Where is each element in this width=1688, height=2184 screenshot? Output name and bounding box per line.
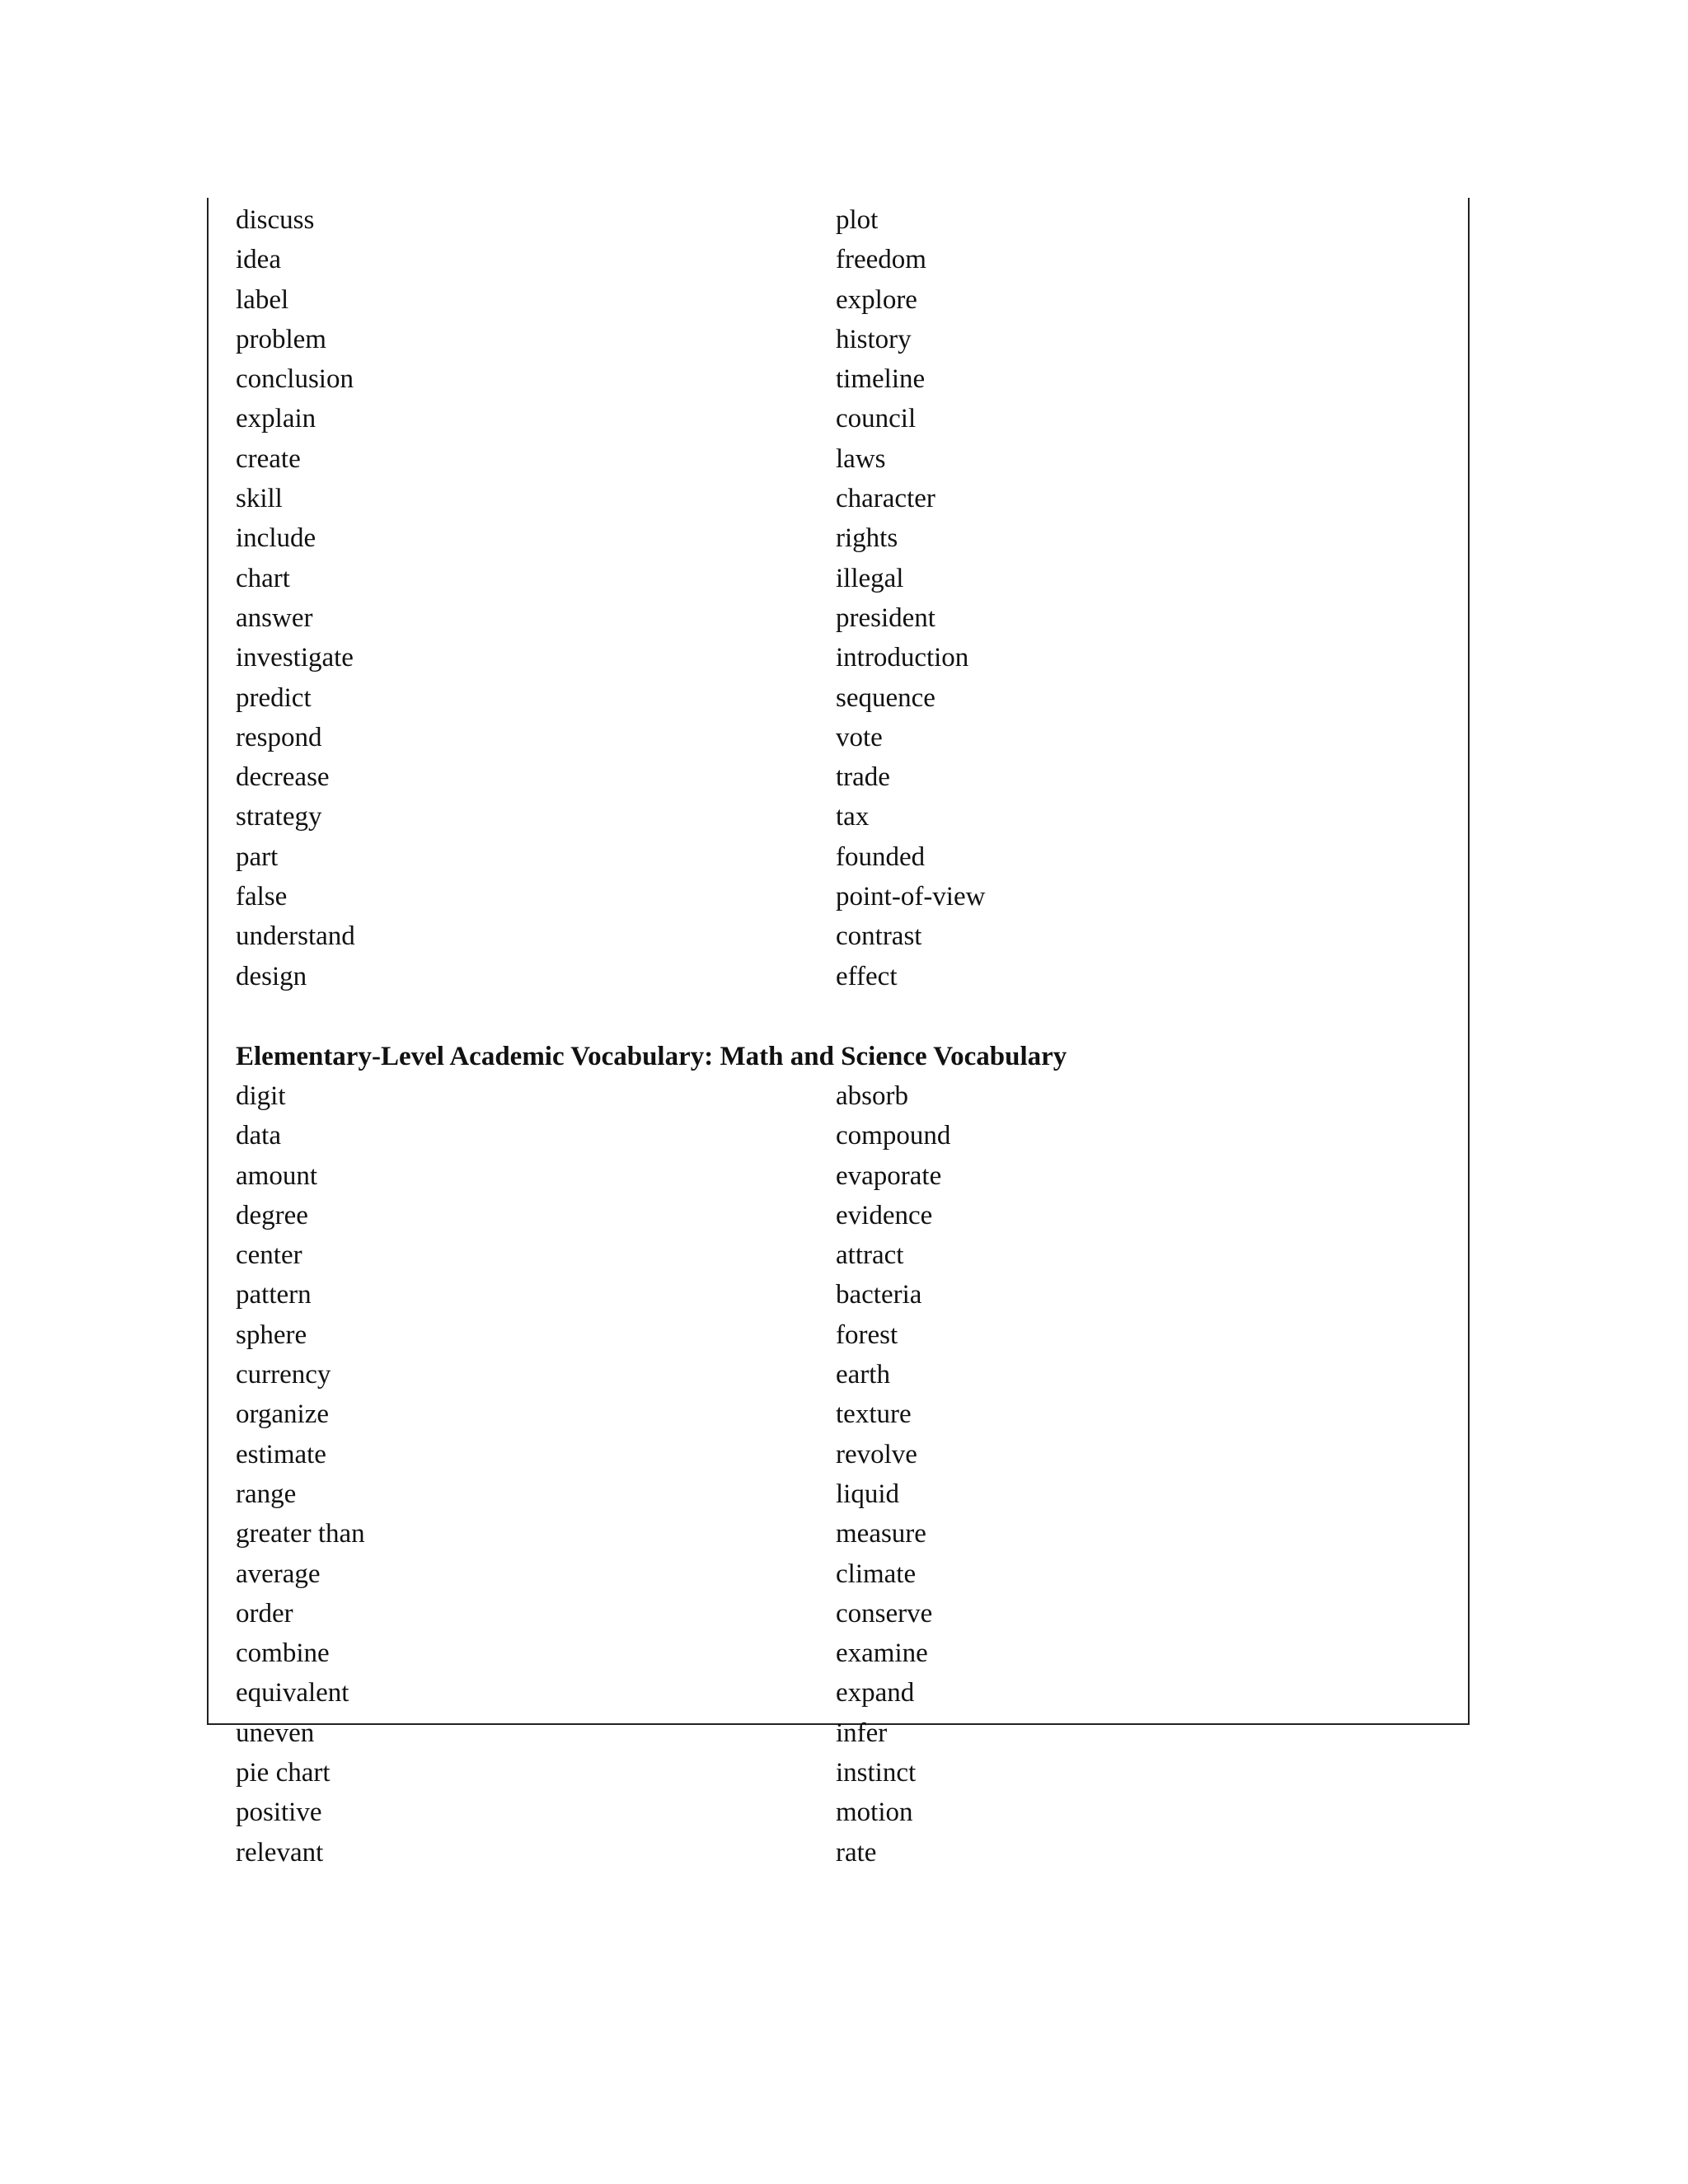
vocabulary-word: sequence (836, 682, 935, 713)
vocabulary-word: climate (836, 1558, 917, 1589)
word-column-right (836, 1076, 1413, 1872)
vocabulary-word: label (236, 284, 289, 315)
vocabulary-word: founded (836, 841, 926, 872)
vocabulary-word: freedom (836, 245, 926, 275)
vocabulary-word: range (236, 1479, 297, 1509)
vocabulary-word: currency (236, 1360, 331, 1390)
vocabulary-word: understand (236, 921, 355, 952)
vocabulary-word: data (236, 1121, 281, 1151)
vocabulary-word: degree (236, 1200, 308, 1230)
vocabulary-word: discuss (236, 205, 315, 235)
vocabulary-word: idea (236, 245, 281, 275)
vocabulary-word: laws (836, 443, 886, 474)
vocabulary-word: decrease (236, 762, 330, 793)
vocabulary-word: expand (836, 1678, 915, 1708)
vocabulary-word: create (236, 443, 301, 474)
vocabulary-word: digit (236, 1081, 286, 1111)
word-column-left (236, 1076, 836, 1872)
vocabulary-word: pie chart (236, 1758, 331, 1788)
vocabulary-word: revolve (836, 1439, 917, 1469)
vocabulary-word: positive (236, 1797, 322, 1828)
vocabulary-word: uneven (236, 1718, 315, 1748)
vocabulary-word: explain (236, 404, 316, 434)
vocabulary-word: character (836, 484, 935, 514)
vocabulary-word: sphere (236, 1319, 307, 1350)
vocabulary-word: forest (836, 1319, 898, 1350)
vocabulary-section-math-science (236, 1037, 1439, 1872)
vocabulary-word: motion (836, 1797, 913, 1828)
vocabulary-word: timeline (836, 364, 926, 395)
vocabulary-word: organize (236, 1399, 330, 1430)
vocabulary-word: rights (836, 523, 898, 554)
vocabulary-word: conserve (836, 1598, 933, 1629)
vocabulary-word: history (836, 324, 912, 354)
vocabulary-word: illegal (836, 563, 904, 593)
vocabulary-word: investigate (236, 643, 354, 673)
vocabulary-word: infer (836, 1718, 888, 1748)
vocabulary-word: measure (836, 1519, 926, 1549)
vocabulary-word: rate (836, 1837, 877, 1868)
vocabulary-word: president (836, 602, 935, 633)
word-column-right (836, 200, 1413, 996)
vocabulary-word: equivalent (236, 1678, 349, 1708)
vocabulary-word: design (236, 961, 307, 991)
vocabulary-word: average (236, 1558, 321, 1589)
vocabulary-word: vote (836, 722, 883, 752)
vocabulary-word: introduction (836, 643, 969, 673)
vocabulary-word: liquid (836, 1479, 900, 1509)
vocabulary-word: false (236, 882, 288, 912)
vocabulary-word: greater than (236, 1519, 365, 1549)
vocabulary-word: pattern (236, 1280, 312, 1310)
vocabulary-word: evidence (836, 1200, 933, 1230)
vocabulary-word: answer (236, 602, 313, 633)
vocabulary-word: center (236, 1240, 302, 1271)
vocabulary-word: order (236, 1598, 293, 1629)
vocabulary-word: relevant (236, 1837, 324, 1868)
vocabulary-word: evaporate (836, 1160, 942, 1191)
vocabulary-word: texture (836, 1399, 912, 1430)
vocabulary-word: combine (236, 1638, 330, 1669)
vocabulary-word: point-of-view (836, 882, 986, 912)
vocabulary-word: plot (836, 205, 879, 235)
word-column-left (236, 200, 836, 996)
vocabulary-word: earth (836, 1360, 890, 1390)
vocabulary-word: conclusion (236, 364, 354, 395)
vocabulary-word: strategy (236, 802, 322, 832)
section-heading: Elementary-Level Academic Vocabulary: Math and Science Vocabulary (236, 1042, 1067, 1071)
vocabulary-columns (236, 200, 1439, 996)
vocabulary-word: trade (836, 762, 890, 793)
vocabulary-word: problem (236, 324, 326, 354)
vocabulary-word: bacteria (836, 1280, 922, 1310)
vocabulary-word: examine (836, 1638, 928, 1669)
vocabulary-columns (236, 1076, 1439, 1872)
vocabulary-word: respond (236, 722, 322, 752)
vocabulary-word: compound (836, 1121, 951, 1151)
vocabulary-word: include (236, 523, 316, 554)
vocabulary-word: effect (836, 961, 898, 991)
vocabulary-word: skill (236, 484, 283, 514)
vocabulary-word: chart (236, 563, 290, 593)
vocabulary-word: instinct (836, 1758, 917, 1788)
vocabulary-word: explore (836, 284, 917, 315)
vocabulary-section-general (236, 200, 1439, 996)
vocabulary-word: estimate (236, 1439, 326, 1469)
vocabulary-word: absorb (836, 1081, 908, 1111)
vocabulary-word: council (836, 404, 917, 434)
vocabulary-word: amount (236, 1160, 317, 1191)
vocabulary-word: contrast (836, 921, 922, 952)
vocabulary-word: predict (236, 682, 312, 713)
vocabulary-word: part (236, 841, 279, 872)
vocabulary-word: tax (836, 802, 870, 832)
vocabulary-word: attract (836, 1240, 904, 1271)
